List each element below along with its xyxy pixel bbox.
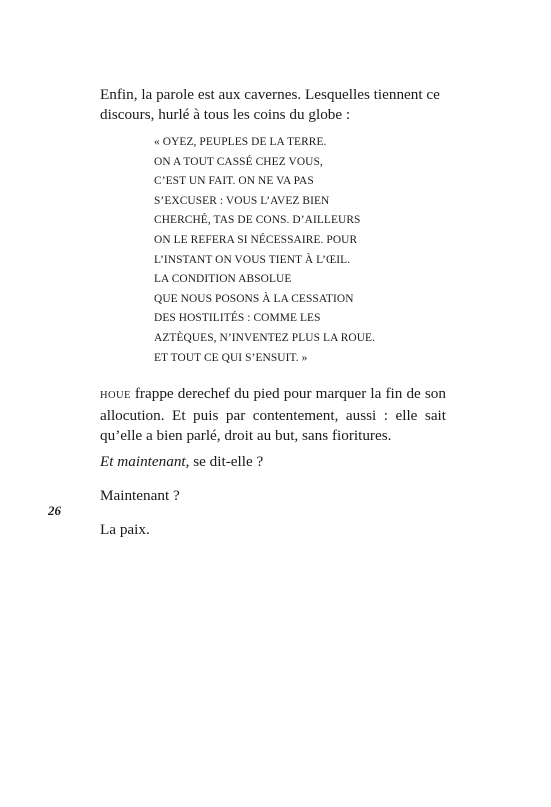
verse-line: ON A TOUT CASSÉ CHEZ VOUS, (154, 155, 323, 168)
houe-paragraph-text: frappe derechef du pied pour marquer la fin de son allocution. Et puis par contentement, aussi : elle sait qu’elle a bien parlé, droit au but, sans fioritures. (100, 385, 446, 444)
verse-line: DES HOSTILITÉS : COMME LES (154, 312, 321, 325)
intro-paragraph: Enfin, la parole est aux cavernes. Lesquelles tiennent ce discours, hurlé à tous les coins du globe : (100, 86, 440, 123)
verse-line: C’EST UN FAIT. ON NE VA PAS (154, 175, 314, 188)
verse-line: AZTÈQUES, N’INVENTEZ PLUS LA ROUE. (154, 331, 376, 344)
maintenant-paragraph: Maintenant ? (100, 487, 180, 504)
page-number: 26 (48, 503, 61, 518)
verse-line: ET TOUT CE QUI S’ENSUIT. » (154, 351, 308, 364)
question-rest: , se dit-elle ? (185, 453, 264, 470)
houe-paragraph (100, 384, 446, 446)
verse-line: S’EXCUSER : VOUS L’AVEZ BIEN (154, 194, 330, 207)
verse-line: L’INSTANT ON VOUS TIENT À L’ŒIL. (154, 253, 351, 266)
verse-line: LA CONDITION ABSOLUE (154, 273, 292, 286)
cavernes-speech-verse (154, 133, 375, 368)
character-name: HOUE (100, 390, 131, 401)
question-paragraph (100, 452, 446, 472)
verse-line: ON LE REFERA SI NÉCESSAIRE. POUR (154, 233, 358, 246)
verse-line: QUE NOUS POSONS À LA CESSATION (154, 292, 354, 305)
verse-line: CHERCHÉ, TAS DE CONS. D’AILLEURS (154, 214, 361, 227)
paix-paragraph: La paix. (100, 521, 150, 538)
verse-line: « OYEZ, PEUPLES DE LA TERRE. (154, 136, 327, 148)
question-italic: Et maintenant (100, 453, 186, 470)
